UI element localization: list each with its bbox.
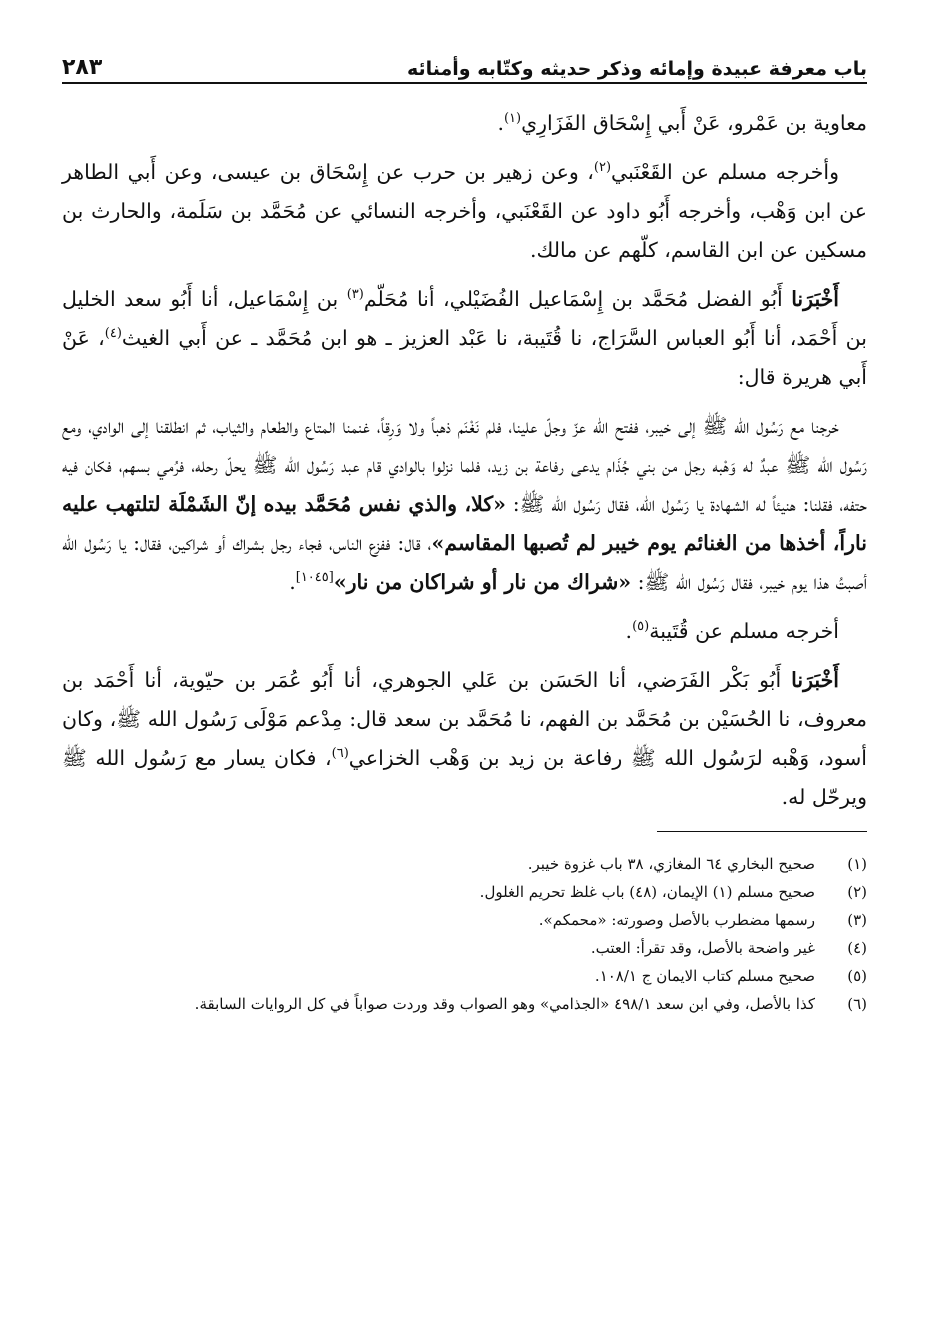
text-run: خرجنا مع رَسُول الله ﷺ إلى خيبر، ففتح الله عزّ وجلّ علينا، فلم نَغْنَم ذهباً ولا وَرِقاً، غنمنا المتاع والطعام والثياب، ثم انطلقنا إلى الوادي، ومع رَسُول الله ﷺ عبدٌ له وَهْبه رجل من بني جُذَام يدعى رفاعة بن زيد، فلما نزلوا بالوادي قام عبد رَسُول الله ﷺ يحلّ رحله، فرُمي بسهم، فكان فيه حتفه، فقلنا: هنيئاً له الشهادة يا رَسُول الله، فقال رَسُول الله ﷺ:	[62, 414, 867, 516]
footnote-divider	[657, 831, 867, 832]
bold-text: أَخْبَرَنا	[791, 668, 839, 692]
footnote-number: (٤)	[847, 939, 867, 957]
footnote	[62, 990, 867, 1018]
bold-text: «كلا، والذي نفس مُحَمَّد بيده إنّ الشَمْلَة لتلتهب عليه ناراً، أخذها من الغنائم يوم خيبر لم تُصبها المقاسم»	[62, 492, 867, 555]
text-run: .	[289, 570, 296, 594]
text-run: أخرجه مسلم عن قُتَيبة	[649, 619, 839, 643]
running-title: باب معرفة عبيدة وإمائه وذكر حديثه وكتّابه وأمنائه	[406, 58, 867, 80]
text-run: ، وعن زهير بن حرب عن إِسْحَاق بن عيسى، وعن أَبي الطاهر عن ابن وَهْب، وأخرجه أَبُو داود عن القَعْنَبي، وأخرجه النسائي عن مُحَمَّد بن سَلَمة، والحارث بن مسكين عن ابن القاسم، كلّهم عن مالك.	[62, 160, 867, 262]
paragraph	[62, 407, 867, 602]
bold-text: أَخْبَرَنا	[791, 287, 840, 311]
paragraph	[62, 661, 867, 817]
footnote-number: (٦)	[847, 995, 867, 1013]
text-run: وأخرجه مسلم عن القَعْنَبي	[611, 160, 839, 184]
footnote-ref: (٦)	[331, 746, 349, 762]
main-text	[62, 104, 867, 817]
footnote-ref: [١٠٤٥]	[295, 570, 334, 586]
footnote-text: صحيح مسلم (١) الإيمان، (٤٨) باب غلظ تحريم الغلول.	[479, 883, 815, 901]
footnote	[62, 934, 867, 962]
footnote-ref: (٥)	[632, 619, 650, 635]
page-number: ٢٨٣	[62, 55, 103, 80]
bold-text: «شراك من نار أو شراكان من نار»	[333, 570, 632, 594]
paragraph	[62, 280, 867, 397]
footnote-text: صحيح البخاري ٦٤ المغازي، ٣٨ باب غزوة خيبر.	[527, 855, 815, 873]
text-run: ، فكان يسار مع رَسُول الله ﷺ ويرحّل له.	[62, 746, 867, 809]
footnote-ref: (٤)	[104, 326, 122, 342]
footnote-text: كذا بالأصل، وفي ابن سعد ٤٩٨/١ «الجذامي» وهو الصواب وقد وردت صواباً في كل الروايات السابقة.	[194, 995, 815, 1013]
text-run: أَبُو الفضل مُحَمَّد بن إِسْمَاعيل الفُضَيْلي، أنا مُحَلّم	[363, 287, 792, 311]
footnote-text: غير واضحة بالأصل، وقد تقرأ: العتب.	[590, 939, 815, 957]
footnote	[62, 962, 867, 990]
footnotes	[62, 850, 867, 1018]
footnote-number: (٥)	[847, 967, 867, 985]
footnote	[62, 878, 867, 906]
footnote-number: (١)	[847, 855, 867, 873]
text-run: بن إِسْمَاعيل، أنا أَبُو سعد الخليل بن أَحْمَد، أنا أَبُو العباس السَّرَاج، نا قُتَيبة، نا عَبْد العزيز ـ هو ابن مُحَمَّد ـ عن أَبي الغيث	[62, 287, 867, 350]
paragraph	[62, 153, 867, 270]
text-run: معاوية بن عَمْرو، عَنْ أَبي إِسْحَاق الفَزَارِي	[521, 111, 867, 135]
footnote-text: صحيح مسلم كتاب الايمان ج ١٠٨/١.	[594, 967, 815, 985]
text-run: أَبُو بَكْر الفَرَضي، أنا الحَسَن بن عَلي الجوهري، أنا أَبُو عُمَر بن حيّوية، أنا أَحْمَد بن معروف، نا الحُسَيْن بن مُحَمَّد بن الفهم، نا مُحَمَّد بن سعد قال: مِدْعم مَوْلَى رَسُول الله ﷺ، وكان أسود، وَهْبه لرَسُول الله ﷺ رفاعة بن زيد بن وَهْب الخزاعي	[62, 668, 867, 770]
footnote-ref: (١)	[503, 111, 522, 127]
footnote-number: (٢)	[847, 883, 867, 901]
footnote	[62, 906, 867, 934]
paragraph	[62, 104, 867, 143]
footnote-text: رسمها مضطرب بالأصل وصورته: «محمكم».	[538, 911, 815, 929]
footnote	[62, 850, 867, 878]
footnote-number: (٣)	[847, 911, 867, 929]
text-run: ، قال: ففزع الناس، فجاء رجل بشراك أو شراكين، فقال: يا رَسُول الله أصبتُ هذا يوم خيبر، فقال رَسُول الله ﷺ:	[62, 531, 867, 594]
paragraph	[62, 612, 867, 651]
page-header	[62, 40, 867, 84]
text-run: .	[497, 111, 504, 135]
footnote-ref: (٢)	[593, 160, 612, 176]
footnote-ref: (٣)	[346, 287, 364, 303]
text-run: ، عَنْ أَبي هريرة قال:	[62, 326, 867, 389]
text-run: .	[625, 619, 633, 643]
